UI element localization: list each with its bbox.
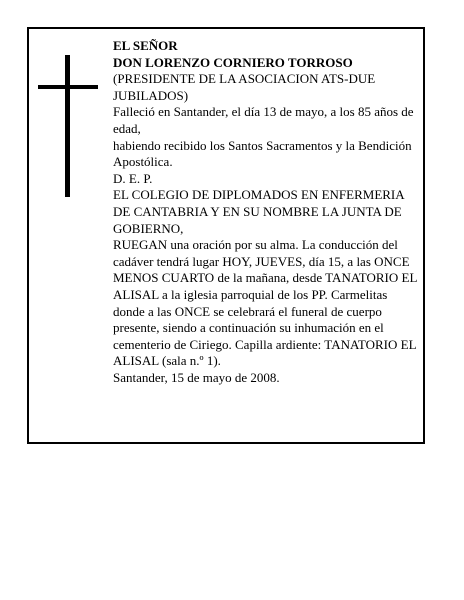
request-text-4: a la iglesia parroquial de los PP. Carmelitas donde a las	[113, 286, 388, 319]
request-text-5: se celebrará el funeral de cuerpo presente, siendo a continuación su inhumación en el cementerio de Ciriego. Capilla ardiente:	[113, 303, 384, 352]
request-place-2: TANATORIO EL ALISAL	[113, 336, 417, 369]
notice-title: EL SEÑOR	[113, 38, 178, 53]
request-place: TANATORIO EL ALISAL	[113, 270, 417, 302]
rip-abbreviation: D. E. P.	[113, 170, 153, 186]
request-hour: ONCE MENOS CUARTO	[113, 253, 410, 286]
request-text-3: de la mañana, desde	[214, 270, 326, 286]
request-time: HOY, JUEVES,	[222, 253, 306, 269]
request-text-1: una oración por su alma. La conducción del cadáver tendrá lugar	[113, 237, 398, 269]
deceased-name: DON LORENZO CORNIERO TORROSO	[113, 54, 353, 70]
deceased-position: (PRESIDENTE DE LA ASOCIACION ATS-DUE JUBILADOS)	[113, 71, 376, 103]
cross-vertical-bar	[65, 55, 70, 197]
death-notice-text	[113, 38, 421, 386]
funeral-request	[113, 237, 421, 370]
request-text-2: día 15, a las	[305, 253, 375, 269]
request-text-6: (sala n.º 1).	[158, 353, 221, 369]
request-lead: RUEGAN	[113, 237, 168, 253]
sacraments-statement: habiendo recibido los Santos Sacramentos y la Bendición Apostólica.	[113, 137, 412, 170]
cross-horizontal-bar	[38, 85, 98, 89]
request-hour-2: ONCE	[174, 303, 211, 319]
death-statement: Falleció en Santander, el día 13 de mayo, a los 85 años de edad,	[113, 104, 414, 136]
college-statement: EL COLEGIO DE DIPLOMADOS EN ENFERMERIA DE CANTABRIA Y EN SU NOMBRE LA JUNTA DE GOBIERNO,	[113, 187, 404, 236]
notice-date: Santander, 15 de mayo de 2008.	[113, 369, 280, 385]
cross-icon	[38, 55, 98, 197]
